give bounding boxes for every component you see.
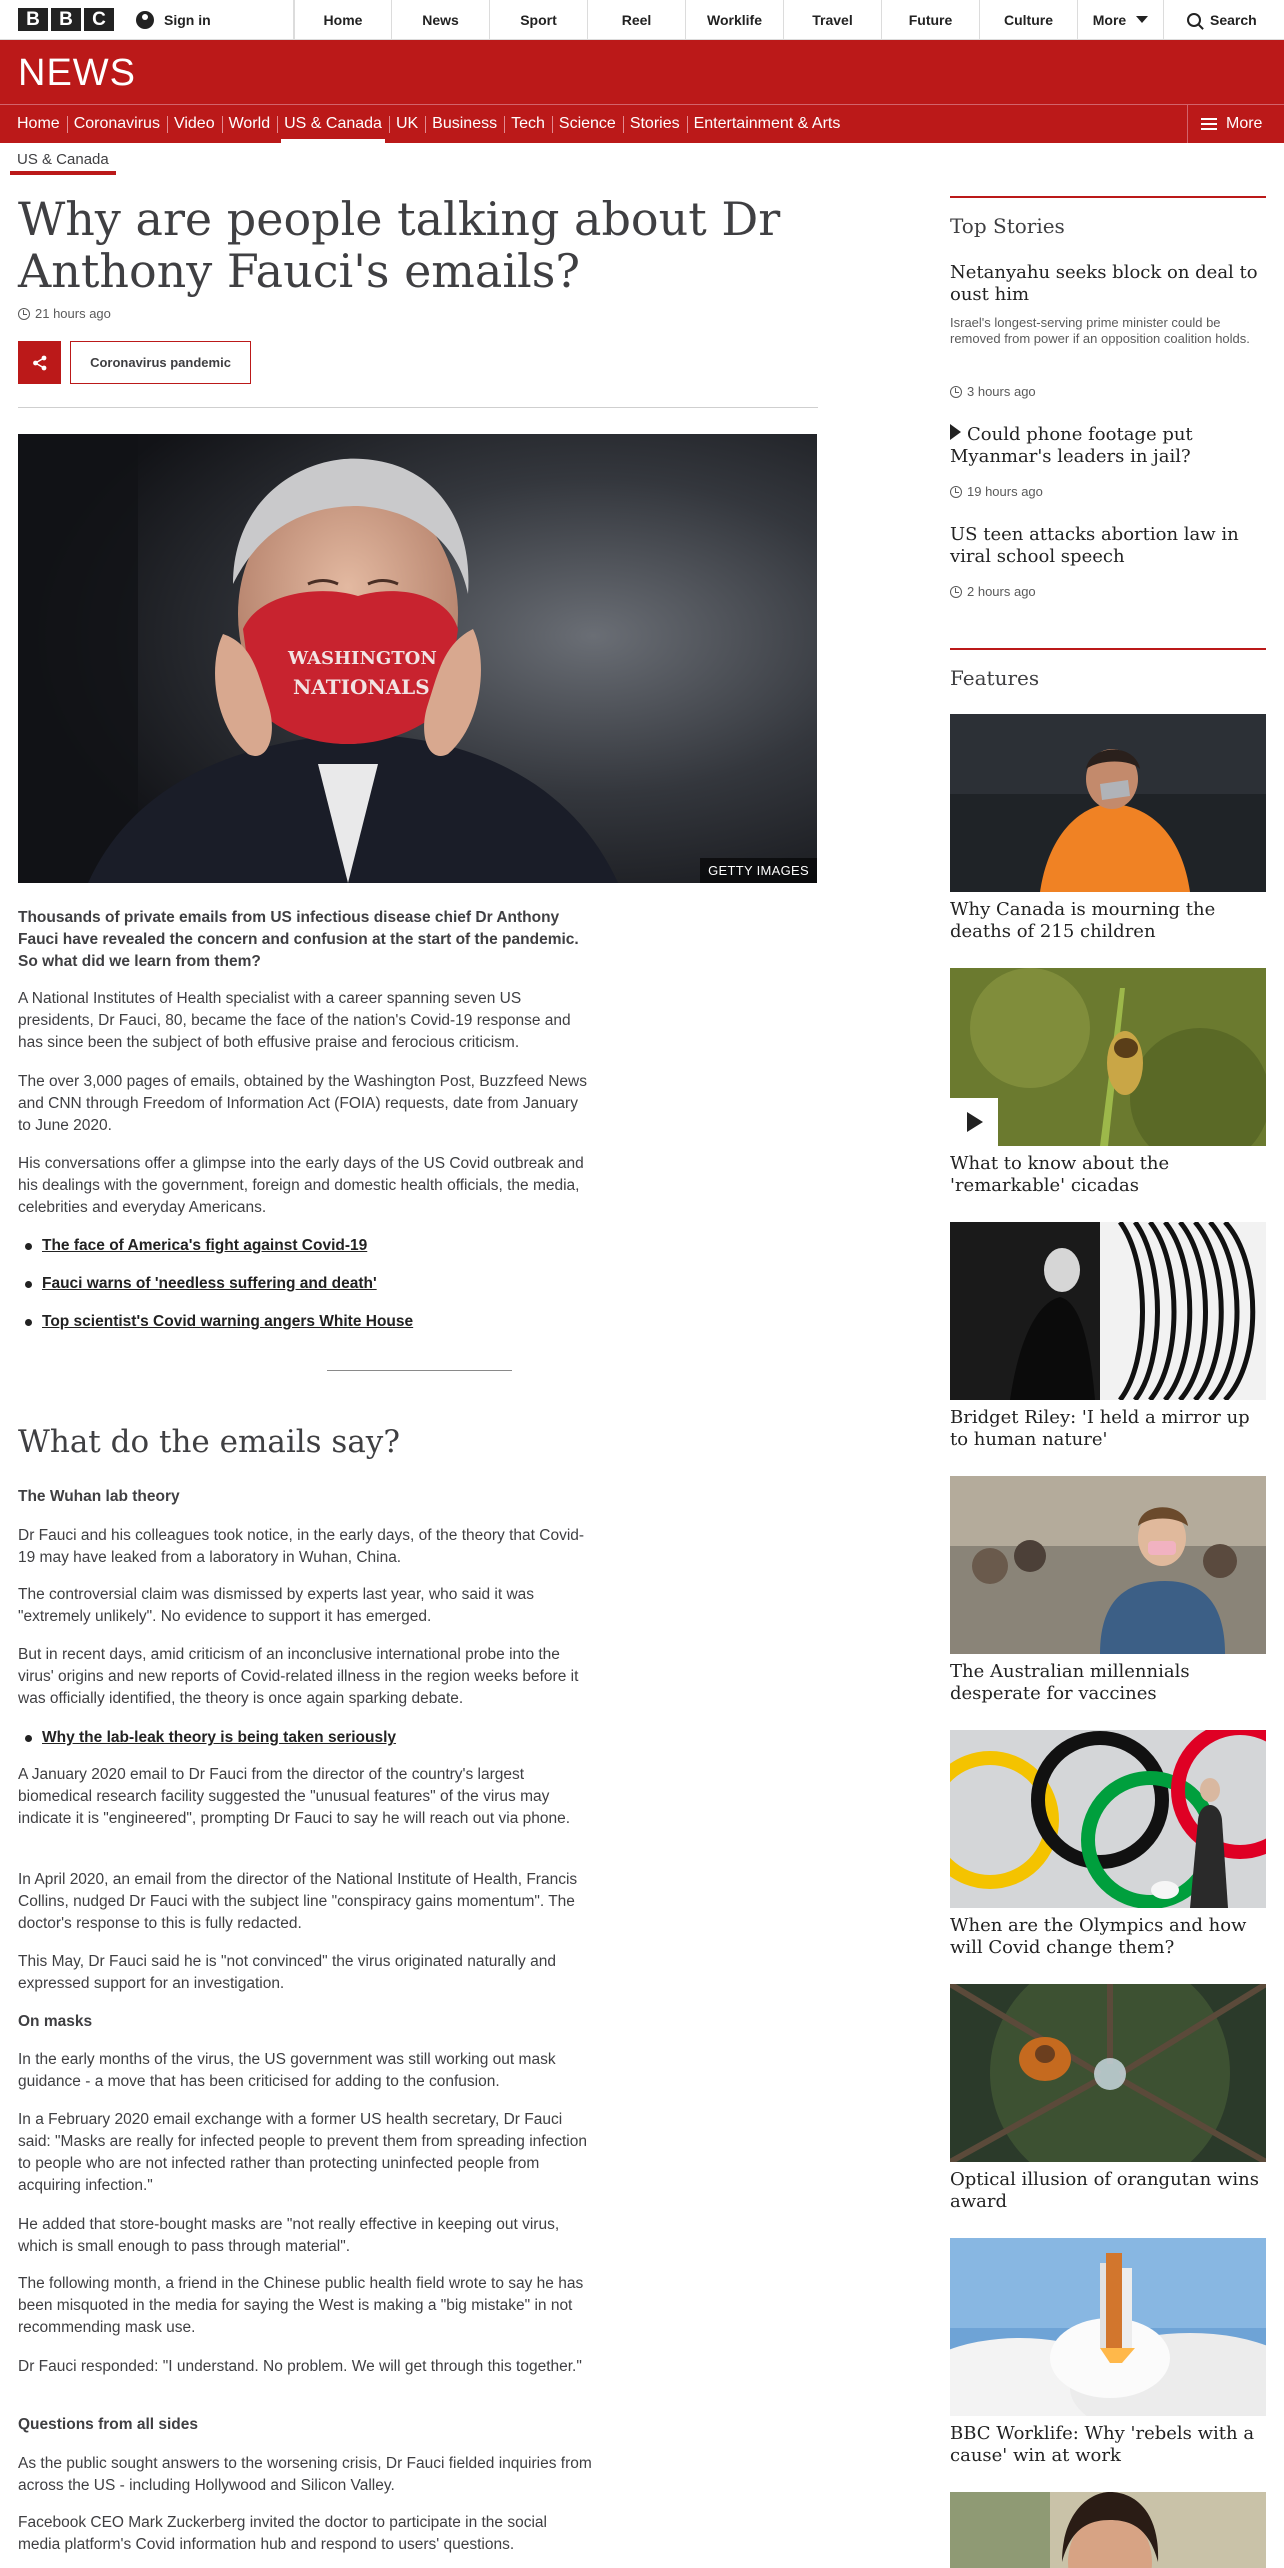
bbc-logo-letter: B (51, 8, 81, 31)
related-link[interactable] (22, 1727, 582, 1749)
feature-image[interactable] (950, 714, 1266, 892)
search-label: Search (1210, 11, 1257, 28)
top-story-headline[interactable]: Netanyahu seeks block on deal to oust him (950, 262, 1258, 305)
feature-caption[interactable]: Optical illusion of orangutan wins award (950, 2169, 1259, 2212)
menu-icon (1201, 118, 1217, 130)
section-nav-more-label: More (1226, 114, 1263, 132)
section-nav-business[interactable]: Business (425, 105, 504, 143)
top-story-time-text: 19 hours ago (967, 484, 1043, 499)
global-nav-more[interactable] (1078, 0, 1164, 39)
article-paragraph: The following month, a friend in the Chinese public health field wrote to say he has been misquoted in the media for saying the West is making a "big mistake" in not recommending mask use. (18, 2275, 584, 2336)
clock-icon (950, 386, 962, 398)
top-story-time (950, 484, 1043, 499)
feature-image[interactable] (950, 2492, 1266, 2568)
related-link-text[interactable]: Why the lab-leak theory is being taken seriously (42, 1729, 397, 1746)
top-story-headline-text: Could phone footage put Myanmar's leaders in jail? (950, 424, 1193, 467)
article-paragraph: Dr Fauci and his colleagues took notice, in the early days, of the theory that Covid-19 may have leaked from a laboratory in Wuhan, China. (18, 1527, 585, 1566)
global-nav-future[interactable]: Future (882, 0, 980, 39)
topic-tag-button[interactable]: Coronavirus pandemic (70, 341, 251, 384)
bbc-logo-letter: C (84, 8, 114, 31)
feature-caption[interactable]: Why Canada is mourning the deaths of 215 children (950, 899, 1216, 942)
top-story-summary: Israel's longest-serving prime minister could be removed from power if an opposition coalition holds. (950, 315, 1250, 346)
bridget-riley-photo (950, 1222, 1266, 1400)
sign-in-label: Sign in (164, 11, 211, 28)
subheading: On masks (18, 2013, 93, 2030)
user-icon (136, 11, 154, 29)
article-paragraph: Facebook CEO Mark Zuckerberg invited the doctor to participate in the social media platform's Covid information hub and respond to users' questions. (18, 2514, 547, 2553)
rocket-launch-photo (950, 2238, 1266, 2416)
global-nav-culture[interactable]: Culture (980, 0, 1078, 39)
fauci-photo (18, 434, 817, 883)
global-nav-more-label: More (1092, 11, 1127, 28)
article-paragraph: A National Institutes of Health specialist with a career spanning seven US presidents, Dr Fauci, 80, became the face of the nation's Covid-19 response and has since been the subject of both effusive praise and ferocious criticism. (18, 990, 571, 1051)
article-paragraph: But in recent days, amid criticism of an inconclusive international probe into the virus' origins and new reports of Covid-related illness in the region weeks before it was officially identified, the theory is once again sparking debate. (18, 1646, 579, 1707)
orangutan-photo (950, 1984, 1266, 2162)
related-link[interactable] (22, 1311, 582, 1333)
bbc-logo-letter: B (18, 8, 48, 31)
top-story-headline[interactable]: US teen attacks abortion law in viral school speech (950, 524, 1239, 567)
article-paragraph: In a February 2020 email exchange with a former US health secretary, Dr Fauci said: "Masks are really for infected people to prevent them from spreading infection to people who are not infected rather than protecting uninfected people from acquiring infection." (18, 2111, 587, 2194)
feature-caption[interactable]: Bridget Riley: 'I held a mirror up to human nature' (950, 1407, 1250, 1450)
clock-icon (18, 308, 30, 320)
global-nav-worklife[interactable]: Worklife (686, 0, 784, 39)
sign-in-link[interactable] (122, 0, 294, 39)
timestamp-text: 21 hours ago (35, 306, 111, 321)
page-title: Why are people talking about Dr Anthony Fauci's emails? (18, 192, 781, 298)
feature-caption[interactable]: BBC Worklife: Why 'rebels with a cause' win at work (950, 2423, 1255, 2466)
feature-caption[interactable]: What to know about the 'remarkable' cicadas (950, 1153, 1170, 1196)
top-stories-title: Top Stories (950, 214, 1065, 238)
clock-icon (950, 486, 962, 498)
section-nav-uk[interactable]: UK (389, 105, 425, 143)
hero-image (18, 434, 817, 883)
bbc-logo[interactable] (18, 8, 114, 31)
share-icon (31, 354, 49, 372)
feature-image[interactable] (950, 1984, 1266, 2162)
feature-image[interactable] (950, 1730, 1266, 1908)
olympic-rings-photo (950, 1730, 1266, 1908)
section-nav-science[interactable]: Science (552, 105, 623, 143)
global-top-bar (0, 0, 1284, 40)
article-paragraph: The over 3,000 pages of emails, obtained by the Washington Post, Buzzfeed News and CNN through Freedom of Information Act (FOIA) requests, date from January to June 2020. (18, 1073, 587, 1134)
section-nav-world[interactable]: World (222, 105, 278, 143)
top-stories-rule (950, 196, 1266, 198)
article-paragraph: As the public sought answers to the worsening crisis, Dr Fauci fielded inquiries from across the US - including Hollywood and Silicon Valley. (18, 2455, 592, 2494)
related-link-text[interactable]: Top scientist's Covid warning angers White House (42, 1313, 414, 1330)
global-nav-news[interactable]: News (392, 0, 490, 39)
clock-icon (950, 586, 962, 598)
news-wordmark[interactable]: NEWS (18, 52, 136, 94)
article-paragraph: In April 2020, an email from the director of the National Institute of Health, Francis Collins, nudged Dr Fauci with the subject line "conspiracy gains momentum". The doctor's response to this is fully redacted. (18, 1871, 578, 1932)
section-divider (327, 1370, 512, 1371)
section-nav-us-canada[interactable]: US & Canada (277, 105, 389, 143)
related-link[interactable] (22, 1273, 582, 1295)
article-paragraph: A January 2020 email to Dr Fauci from the director of the country's largest biomedical research facility suggested the "unusual features" of the virus may indicate it is "engineered", prompting Dr Fauci to say he will reach out via phone. (18, 1766, 571, 1827)
top-story-time-text: 3 hours ago (967, 384, 1036, 399)
global-nav-home[interactable]: Home (294, 0, 392, 39)
chevron-down-icon (1136, 16, 1148, 23)
search-button[interactable] (1175, 0, 1284, 39)
features-title: Features (950, 666, 1040, 690)
subheading: The Wuhan lab theory (18, 1488, 180, 1505)
feature-image[interactable] (950, 968, 1266, 1146)
worklife-portrait-photo (950, 2492, 1266, 2568)
related-link-text[interactable]: The face of America's fight against Covid-19 (42, 1237, 368, 1254)
section-nav-video[interactable]: Video (167, 105, 222, 143)
feature-image[interactable] (950, 1222, 1266, 1400)
svg-text:WASHINGTON: WASHINGTON (288, 648, 437, 669)
feature-caption[interactable]: When are the Olympics and how will Covid change them? (950, 1915, 1247, 1958)
section-nav-more-button[interactable] (1187, 104, 1284, 143)
feature-image[interactable] (950, 2238, 1266, 2416)
top-story-time (950, 384, 1036, 399)
section-nav-entertainment-arts[interactable]: Entertainment & Arts (687, 105, 848, 143)
play-video-button[interactable] (950, 1098, 998, 1146)
features-rule (950, 648, 1266, 650)
divider (18, 407, 818, 408)
article-paragraph: In the early months of the virus, the US government was still working out mask guidance - a move that has been criticised for adding to the confusion. (18, 2051, 556, 2090)
section-nav-coronavirus[interactable]: Coronavirus (67, 105, 167, 143)
subheading: Questions from all sides (18, 2416, 199, 2433)
svg-text:NATIONALS: NATIONALS (293, 675, 430, 699)
section-heading: What do the emails say? (18, 1424, 400, 1460)
mourner-photo (950, 714, 1266, 892)
millennials-photo (950, 1476, 1266, 1654)
global-nav-travel[interactable]: Travel (784, 0, 882, 39)
article-timestamp (18, 306, 111, 321)
breadcrumb[interactable]: US & Canada (10, 149, 116, 175)
feature-caption[interactable]: The Australian millennials desperate for vaccines (950, 1661, 1190, 1704)
feature-image[interactable] (950, 1476, 1266, 1654)
related-link-text[interactable]: Fauci warns of 'needless suffering and death' (42, 1275, 377, 1292)
section-nav (0, 104, 1284, 143)
video-play-icon (950, 424, 961, 440)
related-links-list (22, 1727, 582, 1749)
section-nav-home[interactable]: Home (17, 115, 60, 132)
article-paragraph: The controversial claim was dismissed by experts last year, who said it was "extremely unlikely". No evidence to support it has emerged. (18, 1586, 535, 1625)
section-nav-stories[interactable]: Stories (623, 105, 687, 143)
related-link[interactable] (22, 1235, 582, 1257)
global-nav (294, 0, 1164, 39)
global-nav-reel[interactable]: Reel (588, 0, 686, 39)
top-story-headline[interactable] (950, 424, 1266, 468)
article-intro: Thousands of private emails from US infectious disease chief Dr Anthony Fauci have revealed the concern and confusion at the start of the pandemic. So what did we learn from them? (18, 909, 579, 970)
share-button[interactable] (18, 341, 61, 384)
related-links-list (22, 1235, 582, 1333)
article-paragraph: Dr Fauci responded: "I understand. No problem. We will get through this together." (18, 2358, 582, 2375)
search-icon (1187, 13, 1201, 27)
top-story-time-text: 2 hours ago (967, 584, 1036, 599)
section-nav-tech[interactable]: Tech (504, 105, 552, 143)
article-paragraph: He added that store-bought masks are "not really effective in keeping out virus, which is small enough to pass through material". (18, 2216, 560, 2255)
article-paragraph: His conversations offer a glimpse into the early days of the US Covid outbreak and his dealings with the government, foreign and domestic health officials, the media, celebrities and everyday Americans. (18, 1155, 584, 1216)
global-nav-sport[interactable]: Sport (490, 0, 588, 39)
top-story-time (950, 584, 1036, 599)
image-credit: GETTY IMAGES (700, 858, 817, 883)
article-paragraph: This May, Dr Fauci said he is "not convinced" the virus originated naturally and expressed support for an investigation. (18, 1953, 556, 1992)
